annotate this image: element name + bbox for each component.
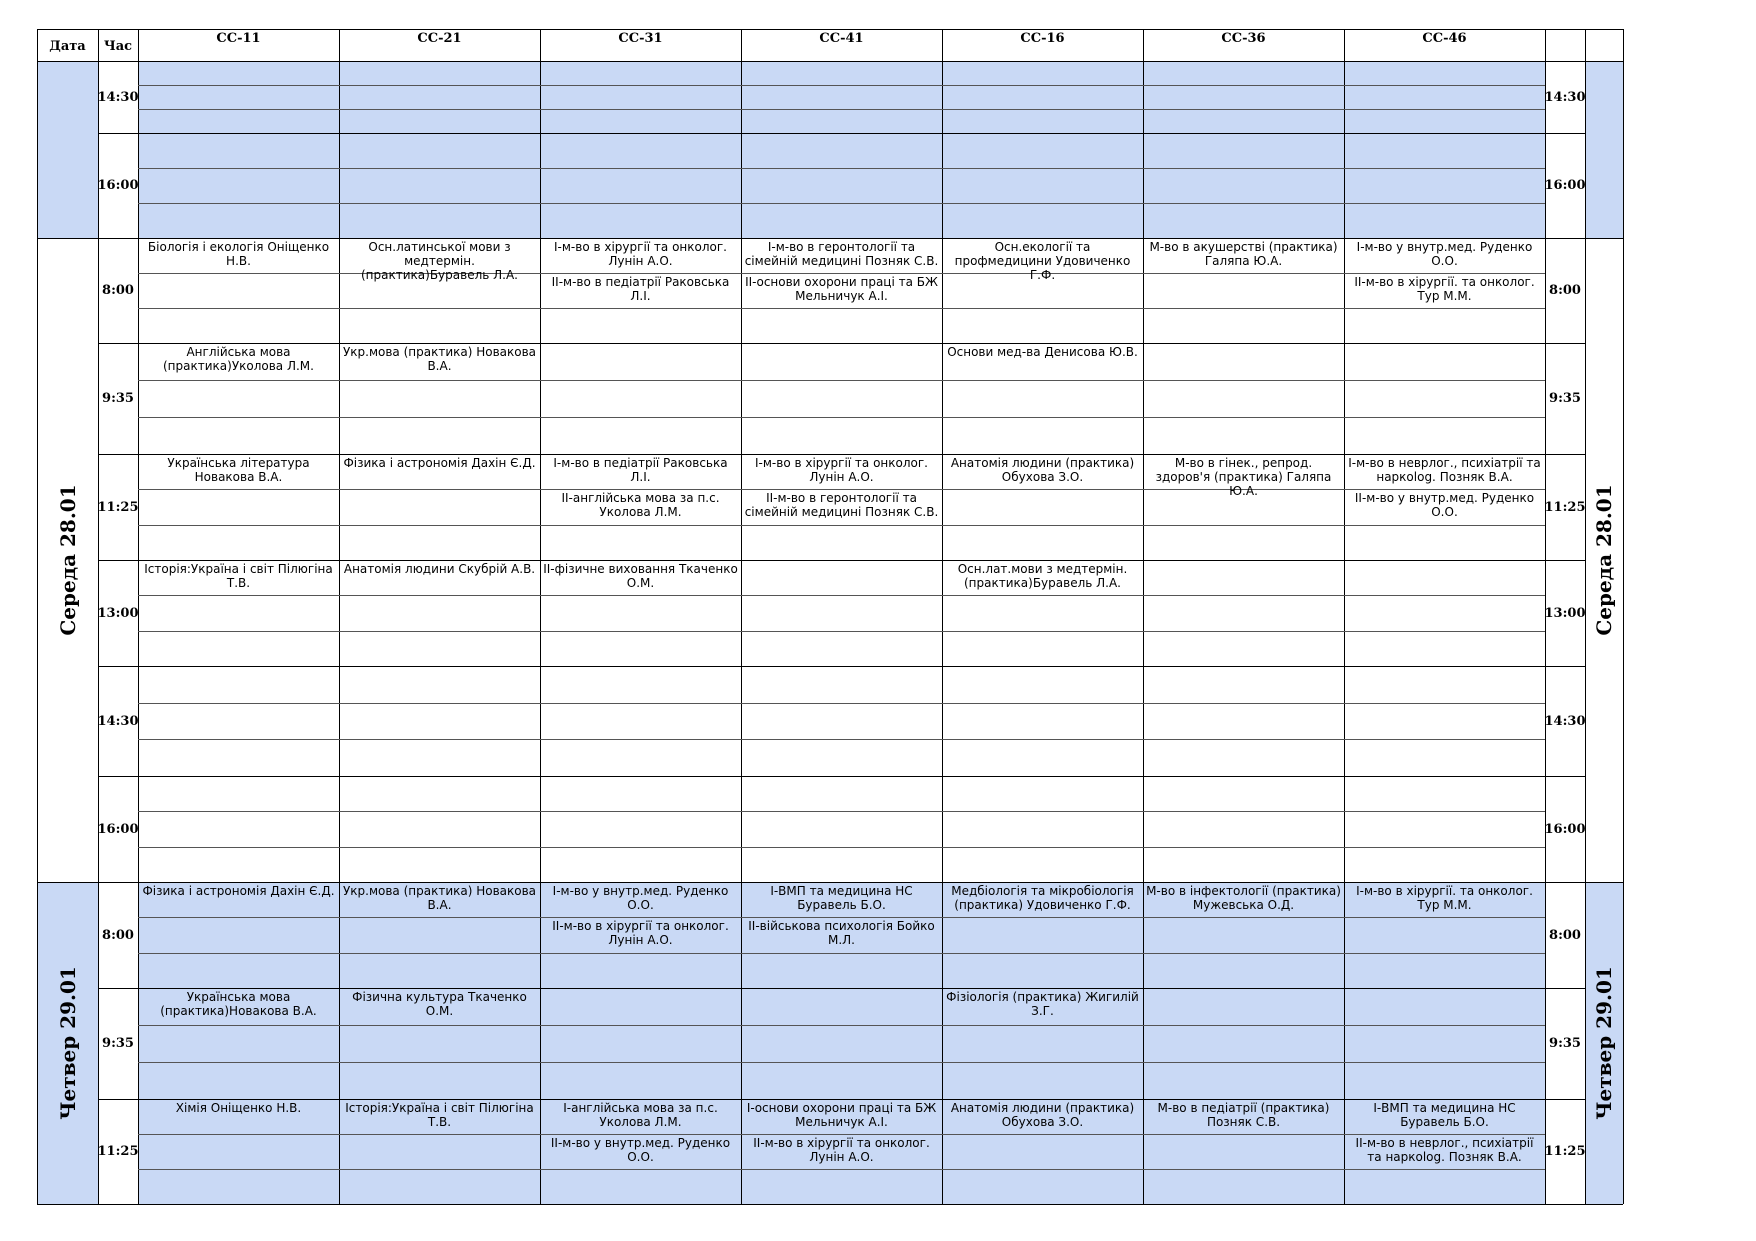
lesson-cell: І-м-во в педіатрії Раковська Л.І. [553,456,728,484]
lesson-cell: І-м-во у внутр.мед. Руденко О.О. [552,884,729,912]
grid-line [98,133,1585,134]
time-label-left: 8:00 [102,927,134,943]
lesson-cell: ІІ-військова психологія Бойко М.Л. [748,919,935,948]
grid-line [741,29,742,1204]
day-label-text: Середа 28.01 [1592,484,1616,636]
lesson-cell: Фізіологія (практика) Жигилій З.Г. [946,990,1139,1018]
lesson-cell: ІІ-м-во в хірургії та онколог. Лунін А.О. [552,919,729,948]
day-label-text: Четвер 29.01 [1592,966,1616,1120]
header-group: СС-11 [216,31,261,46]
lesson-cell: Англійська мова (практика)Уколова Л.М. [163,345,314,373]
time-label-left: 16:00 [97,821,139,837]
lesson-cell: Основи мед-ва Денисова Ю.В. [947,345,1138,359]
time-label-left: 14:30 [97,89,139,105]
time-label-right: 9:35 [1549,1036,1581,1051]
lesson-cell: ІІ-основи охорони праці та БЖ Мельничук А.І. [745,275,938,303]
header-hour: Час [103,39,133,54]
time-label-right: 8:00 [1549,283,1581,298]
grid-line [540,29,541,1204]
grid-line [138,739,1545,740]
grid-line [138,847,1545,848]
lesson-cell: І-основи охорони праці та БЖ Мельничук А.І. [746,1101,937,1129]
lesson-cell: І-англійська мова за п.с. Уколова Л.М. [563,1101,718,1129]
time-label-left: 9:35 [102,1036,134,1051]
lesson-cell: Історія:Україна і світ Пілюгіна Т.В. [345,1101,534,1129]
day-label-left [37,61,98,238]
time-label-left: 14:30 [97,713,139,729]
day-label-left [37,238,98,882]
lesson-cell: М-во в інфектології (практика) Мужевська О.Д. [1146,884,1341,912]
lesson-cell: Фізична культура Ткаченко О.М. [352,990,527,1018]
grid-line [138,631,1545,632]
time-label-right: 8:00 [1549,927,1581,943]
grid-line [98,61,1585,62]
lesson-cell: ІІ-м-во в хірургії. та онколог. Тур М.М. [1354,275,1535,303]
grid-line [138,417,1545,418]
header-group: СС-16 [1020,31,1065,46]
lesson-cell: Історія:Україна і світ Пілюгіна Т.В. [144,562,333,590]
time-label-left: 16:00 [97,178,139,193]
grid-line [138,380,1545,381]
grid-line [37,29,1623,30]
time-label-right: 13:00 [1544,605,1586,621]
grid-line [138,953,1545,954]
grid-line [138,811,1545,812]
day-label-right [1585,61,1623,238]
lesson-cell: І-м-во в хірургії та онколог. Лунін А.О. [554,240,727,268]
day-label-right [1585,882,1623,1204]
lesson-cell: ІІ-м-во в неврлог., психіатрії та наркolog. Позняк В.А. [1355,1136,1534,1164]
header-date: Дата [49,39,86,54]
lesson-cell: Хімія Оніщенко Н.В. [175,1101,302,1115]
grid-line [138,203,1545,204]
time-label-left: 13:00 [97,605,139,621]
grid-line [339,29,340,1204]
header-group: СС-46 [1422,31,1467,46]
lesson-cell: І-м-во в неврлог., психіатрії та наркolog. Позняк В.А. [1348,456,1541,484]
lesson-cell: Анатомія людини (практика) Обухова З.О. [950,456,1135,484]
grid-line [138,1169,1545,1170]
grid-line [138,168,1545,169]
lesson-cell: І-ВМП та медицина НС Буравель Б.О. [1373,1101,1516,1129]
header-group: СС-31 [618,31,663,46]
lesson-cell: ІІ-фізичне виховання Ткаченко О.М. [543,562,738,590]
lesson-cell: Осн.екології та профмедицини Удовиченко Г.Ф. [954,240,1131,282]
time-label-right: 9:35 [1549,391,1581,406]
lesson-cell: М-во в педіатрії (практика) Позняк С.В. [1157,1101,1330,1129]
grid-line [942,29,943,1204]
grid-line [138,308,1545,309]
lesson-cell: ІІ-м-во в геронтології та сімейній медицині Позняк С.В. [744,491,939,520]
day-label-text: Середа 28.01 [55,484,80,636]
lesson-cell: Українська література Новакова В.А. [167,456,310,484]
grid-line [138,85,1545,86]
lesson-cell: І-м-во в геронтології та сімейній медицині Позняк С.В. [744,240,939,268]
lesson-cell: Укр.мова (практика) Новакова В.А. [342,884,537,912]
grid-line [1623,29,1624,1204]
lesson-cell: ІІ-м-во у внутр.мед. Руденко О.О. [1354,491,1535,520]
grid-line [1143,29,1144,1204]
time-label-left: 11:25 [97,1144,139,1159]
grid-line [98,666,1585,667]
lesson-cell: І-ВМП та медицина НС Буравель Б.О. [770,884,913,912]
lesson-cell: Укр.мова (практика) Новакова В.А. [342,345,537,373]
lesson-cell: ІІ-м-во в хірургії та онколог. Лунін А.О. [753,1136,930,1164]
lesson-cell: ІІ-англійська мова за п.с. Уколова Л.М. [561,491,720,520]
header-group: СС-21 [417,31,462,46]
grid-line [138,703,1545,704]
day-label-right [1585,238,1623,882]
lesson-cell: М-во в акушерстві (практика) Галяпа Ю.А. [1149,240,1338,268]
lesson-cell: ІІ-м-во у внутр.мед. Руденко О.О. [550,1136,731,1164]
lesson-cell: М-во в гінек., репрод. здоров'я (практика) Галяпа Ю.А. [1155,456,1332,498]
time-label-left: 9:35 [102,391,134,406]
lesson-cell: Медбіологія та мікробіологія (практика) Удовиченко Г.Ф. [951,884,1134,912]
header-group: СС-36 [1221,31,1266,46]
day-label-left [37,882,98,1204]
grid-line [138,109,1545,110]
lesson-cell: Осн.латинської мови з медтермін. (практика)Буравель Л.А. [361,240,518,282]
lesson-cell: Біологія і екологія Оніщенко Н.В. [147,240,330,268]
time-label-left: 8:00 [102,283,134,298]
grid-line [1344,29,1345,1204]
day-band-grid [138,61,1545,238]
lesson-cell: І-м-во у внутр.мед. Руденко О.О. [1356,240,1533,268]
header-group: СС-41 [819,31,864,46]
grid-line [98,776,1585,777]
time-label-right: 14:30 [1544,89,1586,105]
grid-line [138,595,1545,596]
time-label-right: 14:30 [1544,713,1586,729]
lesson-cell: Анатомія людини (практика) Обухова З.О. [950,1101,1135,1129]
grid-line [138,525,1545,526]
day-label-text: Четвер 29.01 [55,966,80,1120]
grid-line [138,1025,1545,1026]
lesson-cell: ІІ-м-во в педіатрії Раковська Л.І. [551,275,730,303]
time-label-right: 11:25 [1544,1144,1586,1159]
grid-line [138,1062,1545,1063]
time-label-right: 16:00 [1544,178,1586,193]
lesson-cell: Українська мова (практика)Новакова В.А. [160,990,317,1018]
lesson-cell: І-м-во в хірургії та онколог. Лунін А.О. [755,456,928,484]
lesson-cell: Фізика і астрономія Дахін Є.Д. [142,884,335,898]
grid-line [37,1204,1623,1205]
time-label-left: 11:25 [97,499,139,515]
time-label-right: 16:00 [1544,821,1586,837]
time-label-right: 11:25 [1544,499,1586,515]
lesson-cell: Фізика і астрономія Дахін Є.Д. [343,456,536,470]
lesson-cell: Осн.лат.мови з медтермін. (практика)Буравель Л.А. [957,562,1128,590]
lesson-cell: Анатомія людини Скубрій А.В. [343,562,536,576]
lesson-cell: І-м-во в хірургії. та онколог. Тур М.М. [1356,884,1533,912]
